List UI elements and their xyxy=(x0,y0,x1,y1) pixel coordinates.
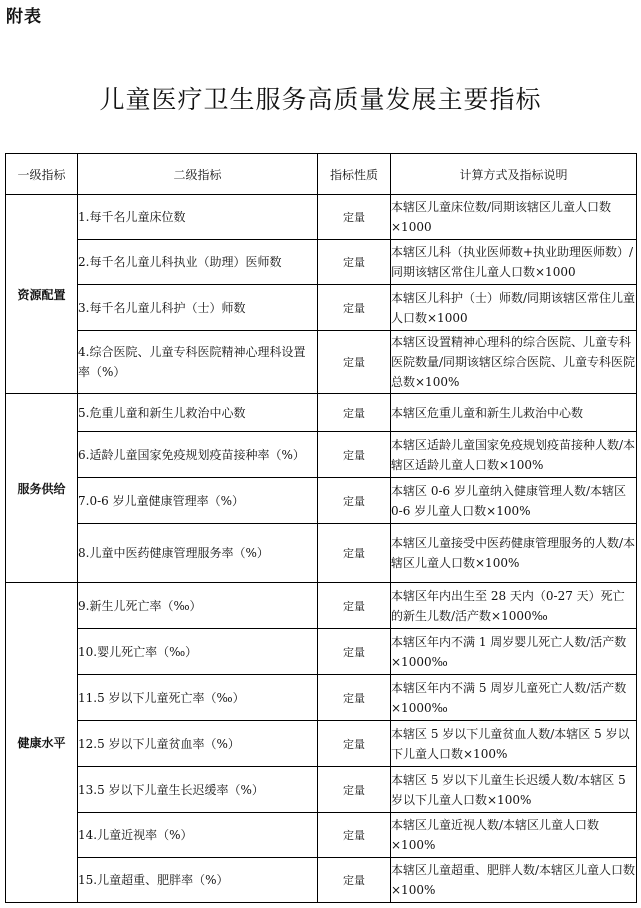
table-row xyxy=(6,331,637,394)
indicator-name: 5.危重儿童和新生儿救治中心数 xyxy=(78,394,318,432)
group-name-service: 服务供给 xyxy=(6,394,78,583)
indicator-nature: 定量 xyxy=(318,331,391,394)
indicator-name: 3.每千名儿童儿科护（士）师数 xyxy=(78,285,318,331)
indicator-description: 本辖区儿科护（士）师数/同期该辖区常住儿童人口数×1000 xyxy=(391,285,637,331)
indicator-table xyxy=(5,153,637,903)
indicator-description: 本辖区儿童超重、肥胖人数/本辖区儿童人口数×100% xyxy=(391,858,637,903)
table-row xyxy=(6,240,637,285)
indicator-description: 本辖区儿童近视人数/本辖区儿童人口数×100% xyxy=(391,813,637,858)
table-row xyxy=(6,721,637,767)
table-row xyxy=(6,767,637,813)
column-header-level1: 一级指标 xyxy=(6,154,78,195)
indicator-description: 本辖区适龄儿童国家免疫规划疫苗接种人数/本辖区适龄儿童人口数×100% xyxy=(391,432,637,478)
page-title: 儿童医疗卫生服务高质量发展主要指标 xyxy=(99,85,542,114)
indicator-description: 本辖区 5 岁以下儿童贫血人数/本辖区 5 岁以下儿童人口数×100% xyxy=(391,721,637,767)
table-header-row xyxy=(6,154,637,195)
indicator-nature: 定量 xyxy=(318,813,391,858)
indicator-nature: 定量 xyxy=(318,285,391,331)
indicator-description: 本辖区儿科（执业医师数+执业助理医师数）/同期该辖区常住儿童人口数×1000 xyxy=(391,240,637,285)
indicator-nature: 定量 xyxy=(318,583,391,629)
indicator-nature: 定量 xyxy=(318,858,391,903)
indicator-name: 12.5 岁以下儿童贫血率（%） xyxy=(78,721,318,767)
indicator-description: 本辖区儿童床位数/同期该辖区儿童人口数×1000 xyxy=(391,195,637,240)
indicator-name: 15.儿童超重、肥胖率（%） xyxy=(78,858,318,903)
indicator-nature: 定量 xyxy=(318,629,391,675)
indicator-nature: 定量 xyxy=(318,721,391,767)
table-row xyxy=(6,478,637,524)
group-name-health: 健康水平 xyxy=(6,583,78,903)
indicator-description: 本辖区儿童接受中医药健康管理服务的人数/本辖区儿童人口数×100% xyxy=(391,524,637,583)
indicator-nature: 定量 xyxy=(318,524,391,583)
indicator-name: 4.综合医院、儿童专科医院精神心理科设置率（%） xyxy=(78,331,318,394)
table-row xyxy=(6,195,637,240)
indicator-name: 6.适龄儿童国家免疫规划疫苗接种率（%） xyxy=(78,432,318,478)
indicator-description: 本辖区危重儿童和新生儿救治中心数 xyxy=(391,394,637,432)
group-name-resources: 资源配置 xyxy=(6,195,78,394)
indicator-description: 本辖区 0-6 岁儿童纳入健康管理人数/本辖区 0-6 岁儿童人口数×100% xyxy=(391,478,637,524)
indicator-name: 2.每千名儿童儿科执业（助理）医师数 xyxy=(78,240,318,285)
indicator-nature: 定量 xyxy=(318,478,391,524)
table-row xyxy=(6,432,637,478)
table-row xyxy=(6,629,637,675)
indicator-nature: 定量 xyxy=(318,394,391,432)
indicator-nature: 定量 xyxy=(318,675,391,721)
indicator-name: 13.5 岁以下儿童生长迟缓率（%） xyxy=(78,767,318,813)
indicator-nature: 定量 xyxy=(318,432,391,478)
table-row xyxy=(6,524,637,583)
table-row xyxy=(6,858,637,903)
column-header-nature: 指标性质 xyxy=(318,154,391,195)
table-row xyxy=(6,285,637,331)
indicator-name: 8.儿童中医药健康管理服务率（%） xyxy=(78,524,318,583)
indicator-description: 本辖区年内出生至 28 天内（0-27 天）死亡的新生儿数/活产数×1000‰ xyxy=(391,583,637,629)
indicator-description: 本辖区年内不满 1 周岁婴儿死亡人数/活产数×1000‰ xyxy=(391,629,637,675)
indicator-name: 7.0-6 岁儿童健康管理率（%） xyxy=(78,478,318,524)
indicator-name: 11.5 岁以下儿童死亡率（‰） xyxy=(78,675,318,721)
indicator-description: 本辖区年内不满 5 周岁儿童死亡人数/活产数×1000‰ xyxy=(391,675,637,721)
indicator-description: 本辖区 5 岁以下儿童生长迟缓人数/本辖区 5 岁以下儿童人口数×100% xyxy=(391,767,637,813)
indicator-nature: 定量 xyxy=(318,767,391,813)
table-row xyxy=(6,583,637,629)
table-row xyxy=(6,394,637,432)
appendix-label: 附表 xyxy=(6,7,42,27)
table-row xyxy=(6,675,637,721)
indicator-nature: 定量 xyxy=(318,240,391,285)
column-header-level2: 二级指标 xyxy=(78,154,318,195)
indicator-name: 9.新生儿死亡率（‰） xyxy=(78,583,318,629)
indicator-nature: 定量 xyxy=(318,195,391,240)
indicator-description: 本辖区设置精神心理科的综合医院、儿童专科医院数量/同期该辖区综合医院、儿童专科医院总数×100% xyxy=(391,331,637,394)
table-row xyxy=(6,813,637,858)
indicator-name: 10.婴儿死亡率（‰） xyxy=(78,629,318,675)
indicator-name: 1.每千名儿童床位数 xyxy=(78,195,318,240)
indicator-name: 14.儿童近视率（%） xyxy=(78,813,318,858)
column-header-description: 计算方式及指标说明 xyxy=(391,154,637,195)
